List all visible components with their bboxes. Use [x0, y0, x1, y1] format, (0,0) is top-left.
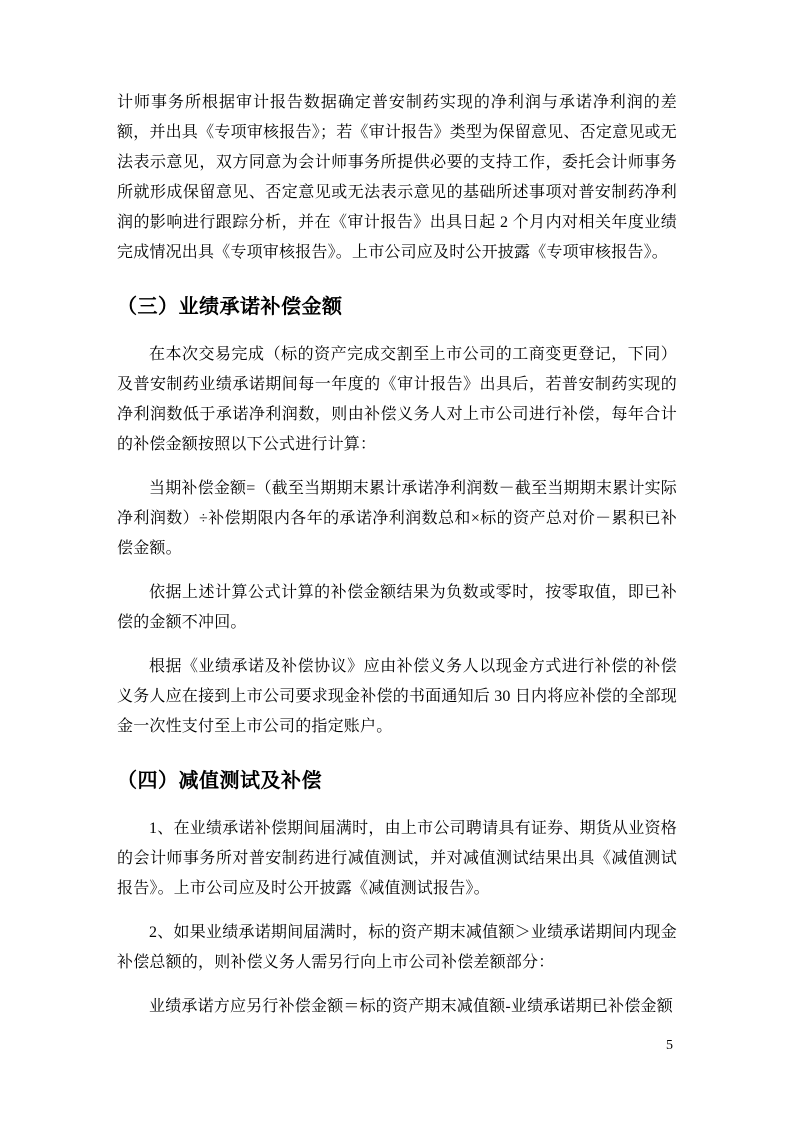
paragraph-negative-or-zero-rule: 依据上述计算公式计算的补偿金额结果为负数或零时，按零取值，即已补偿的金额不冲回。 — [117, 584, 677, 631]
paragraph-audit-report-continuation: 计师事务所根据审计报告数据确定普安制药实现的净利润与承诺净利润的差额，并出具《专项审核报告》；若《审计报告》类型为保留意见、否定意见或无法表示意见，双方同意为会计师事务所提供必要的支持工作，委托会计师事务所就形成保留意见、否定意见或无法表示意见的基础所述事项对普安制药净利润的影响进行跟踪分析，并在《审计报告》出具日起 2 个月内对相关年度业绩完成情况出具《专项审核报告》。上市公司应及时公开披露《专项审核报告》。 — [117, 94, 677, 261]
paragraph-impairment-test-item-2: 2、如果业绩承诺期间届满时，标的资产期末减值额＞业绩承诺期间内现金补偿总额的，则补偿义务人需另行向上市公司补偿差额部分： — [117, 924, 677, 971]
paragraph-cash-payment-deadline: 根据《业绩承诺及补偿协议》应由补偿义务人以现金方式进行补偿的补偿义务人应在接到上市公司要求现金补偿的书面通知后 30 日内将应补偿的全部现金一次性支付至上市公司的指定账户。 — [117, 658, 677, 735]
paragraph-impairment-test-item-1: 1、在业绩承诺补偿期间届满时，由上市公司聘请具有证券、期货从业资格的会计师事务所对普安制药进行减值测试，并对减值测试结果出具《减值测试报告》。上市公司应及时公开披露《减值测试报告》。 — [117, 820, 677, 897]
paragraph-compensation-condition: 在本次交易完成（标的资产完成交割至上市公司的工商变更登记，下同）及普安制药业绩承诺期间每一年度的《审计报告》出具后，若普安制药实现的净利润数低于承诺净利润数，则由补偿义务人对上市公司进行补偿，每年合计的补偿金额按照以下公式进行计算： — [117, 346, 677, 453]
page-number: 5 — [666, 1038, 673, 1053]
section-heading-impairment-test: （四）减值测试及补偿 — [117, 770, 322, 792]
paragraph-compensation-formula: 当期补偿金额=（截至当期期末累计承诺净利润数－截至当期期末累计实际净利润数）÷补偿期限内各年的承诺净利润数总和×标的资产总对价－累积已补偿金额。 — [117, 480, 677, 557]
section-heading-compensation-amount: （三）业绩承诺补偿金额 — [117, 296, 343, 318]
paragraph-additional-compensation-formula: 业绩承诺方应另行补偿金额＝标的资产期末减值额-业绩承诺期已补偿金额 — [149, 998, 673, 1015]
